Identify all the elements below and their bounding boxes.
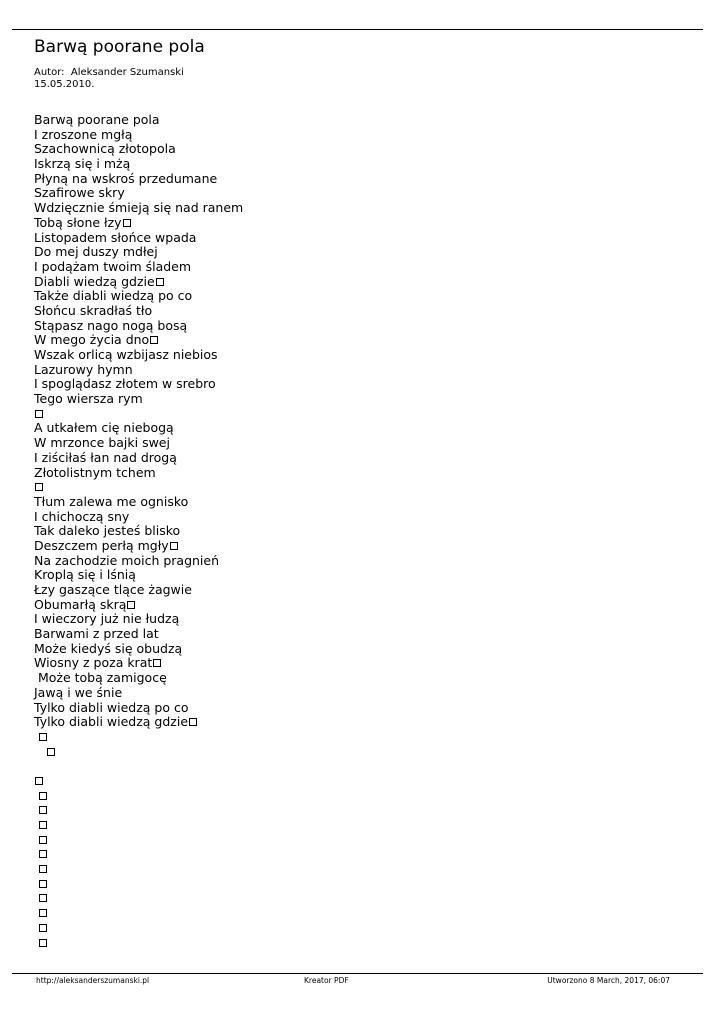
poem-line — [34, 671, 243, 686]
missing-glyph-box-icon — [47, 748, 55, 756]
poem-line-text: Tylko diabli wiedzą gdzie — [34, 714, 189, 730]
missing-glyph-box-icon — [35, 777, 43, 785]
poem-line-text — [34, 744, 46, 759]
poem-line — [34, 759, 243, 774]
poem-line-text: Łzy gaszące tlące żagwie — [34, 582, 192, 597]
poem-line — [34, 113, 243, 128]
poem-line-text: Szachownicą złotopola — [34, 141, 176, 157]
poem-line-text: Tobą słone łzy — [34, 214, 122, 230]
poem-line — [34, 480, 243, 495]
poem-line-text: Obumarłą skrą — [34, 596, 127, 612]
poem-line-text — [34, 788, 38, 803]
poem-line — [34, 612, 243, 627]
missing-glyph-box-icon — [39, 792, 47, 800]
author-line: Autor: Aleksander Szumanski — [34, 67, 184, 78]
missing-glyph-box-icon — [156, 278, 164, 286]
poem-line-text: Kroplą się i lśnią — [34, 567, 136, 583]
poem-line — [34, 568, 243, 583]
poem-line-text: Wszak orlicą wzbijasz niebios — [34, 347, 218, 362]
poem-line-text — [34, 729, 38, 744]
poem-line — [34, 921, 243, 936]
poem-line-text: Na zachodzie moich pragnień — [34, 552, 220, 568]
poem-line — [34, 730, 243, 745]
poem-line-text: Do mej duszy mdłej — [34, 244, 158, 260]
poem-line — [34, 715, 243, 730]
poem-line — [34, 142, 243, 157]
poem-line-text: Iskrzą się i mżą — [34, 156, 131, 172]
poem-line — [34, 598, 243, 613]
poem-line — [34, 466, 243, 481]
missing-glyph-box-icon — [170, 542, 178, 550]
poem-line-text: Stąpasz nago nogą bosą — [34, 317, 188, 333]
poem-line — [34, 936, 243, 951]
missing-glyph-box-icon — [150, 336, 158, 344]
poem-line — [34, 803, 243, 818]
poem-line — [34, 847, 243, 862]
poem-line-text: I chichoczą sny — [34, 508, 130, 524]
poem-line — [34, 201, 243, 216]
poem-line-text: Tego wiersza rym — [34, 391, 143, 407]
poem-line-text: W mego życia dno — [34, 332, 150, 348]
missing-glyph-box-icon — [39, 850, 47, 858]
footer-rule — [12, 973, 703, 974]
missing-glyph-box-icon — [39, 909, 47, 917]
poem-line-text: Lazurowy hymn — [34, 361, 133, 377]
missing-glyph-box-icon — [39, 733, 47, 741]
poem-line-text: Tylko diabli wiedzą po co — [34, 699, 189, 715]
poem-line-text — [34, 905, 38, 920]
poem-line — [34, 436, 243, 451]
poem-line-text: I spoglądasz złotem w srebro — [34, 376, 216, 392]
header-rule — [12, 29, 703, 30]
poem-line — [34, 348, 243, 363]
poem-line-text: Wiosny z poza krat — [34, 655, 153, 671]
poem-line — [34, 260, 243, 275]
poem-line — [34, 862, 243, 877]
poem-line-text: I ziściłaś łan nad drogą — [34, 449, 177, 465]
poem-line — [34, 789, 243, 804]
missing-glyph-box-icon — [39, 924, 47, 932]
poem-line-text — [34, 920, 38, 935]
poem-line-text — [34, 802, 38, 817]
poem-line-text: I zroszone mgłą — [34, 126, 133, 142]
poem-line — [34, 627, 243, 642]
poem-line-text — [34, 935, 38, 950]
poem-line-text: Wdzięcznie śmieją się nad ranem — [34, 200, 244, 216]
poem-line — [34, 451, 243, 466]
missing-glyph-box-icon — [39, 821, 47, 829]
missing-glyph-box-icon — [153, 659, 161, 667]
footer-generator: Kreator PDF — [304, 976, 349, 985]
poem-line — [34, 186, 243, 201]
poem-line — [34, 642, 243, 657]
poem-line — [34, 392, 243, 407]
poem-line-text — [34, 876, 38, 891]
poem-line-text: Listopadem słońce wpada — [34, 229, 197, 245]
poem-line — [34, 377, 243, 392]
poem-line — [34, 407, 243, 422]
footer-created: Utworzono 8 March, 2017, 06:07 — [547, 976, 670, 985]
poem-line — [34, 289, 243, 304]
poem-line-text: Złotolistnym tchem — [34, 464, 156, 480]
poem-line — [34, 833, 243, 848]
poem-line-text — [34, 817, 38, 832]
date-line: 15.05.2010. — [34, 79, 95, 90]
poem-line-text: Diabli wiedzą gdzie — [34, 273, 155, 289]
missing-glyph-box-icon — [35, 410, 43, 418]
poem-line-text: Może tobą zamigocę — [34, 670, 167, 686]
poem-line — [34, 774, 243, 789]
poem-line-text: Słońcu skradłaś tło — [34, 302, 153, 318]
poem-line-text: A utkałem cię niebogą — [34, 420, 174, 436]
poem-line-text: I wieczory już nie łudzą — [34, 611, 180, 627]
poem-line — [34, 656, 243, 671]
poem-body — [34, 113, 243, 950]
poem-line — [34, 333, 243, 348]
poem-line-text — [34, 890, 38, 905]
poem-line — [34, 172, 243, 187]
poem-line-text — [34, 832, 38, 847]
missing-glyph-box-icon — [123, 219, 131, 227]
missing-glyph-box-icon — [39, 880, 47, 888]
poem-line-text: Może kiedyś się obudzą — [34, 640, 183, 656]
poem-line — [34, 216, 243, 231]
document-title: Barwą poorane pola — [34, 37, 205, 57]
poem-line — [34, 510, 243, 525]
poem-line — [34, 686, 243, 701]
poem-line-text: Barwami z przed lat — [34, 626, 159, 642]
document-meta — [34, 67, 184, 91]
poem-line — [34, 231, 243, 246]
poem-line-text: Deszczem perłą mgły — [34, 537, 169, 553]
poem-line-text: Płyną na wskroś przedumane — [34, 170, 218, 186]
missing-glyph-box-icon — [35, 483, 43, 491]
poem-line — [34, 157, 243, 172]
poem-line — [34, 877, 243, 892]
poem-line-text: W mrzonce bajki swej — [34, 435, 170, 451]
poem-line-text: Jawą i we śnie — [34, 684, 123, 700]
missing-glyph-box-icon — [127, 601, 135, 609]
poem-line — [34, 583, 243, 598]
missing-glyph-box-icon — [39, 806, 47, 814]
poem-line-text: I podążam twoim śladem — [34, 258, 192, 274]
poem-line — [34, 275, 243, 290]
poem-line-text: Szafirowe skry — [34, 185, 125, 201]
poem-line — [34, 891, 243, 906]
poem-line-text: Tłum zalewa me ognisko — [34, 493, 189, 509]
missing-glyph-box-icon — [189, 718, 197, 726]
poem-line-text — [34, 861, 38, 876]
poem-line-text: Także diabli wiedzą po co — [34, 288, 193, 304]
poem-line — [34, 745, 243, 760]
missing-glyph-box-icon — [39, 836, 47, 844]
poem-line — [34, 495, 243, 510]
poem-line-text — [34, 846, 38, 861]
poem-line — [34, 128, 243, 143]
missing-glyph-box-icon — [39, 894, 47, 902]
poem-line — [34, 906, 243, 921]
poem-line-text: Barwą poorane pola — [34, 112, 160, 127]
poem-line — [34, 245, 243, 260]
poem-line — [34, 304, 243, 319]
poem-line — [34, 554, 243, 569]
poem-line — [34, 319, 243, 334]
missing-glyph-box-icon — [39, 865, 47, 873]
footer-url-link[interactable]: http://aleksanderszumanski.pl — [36, 976, 150, 985]
poem-line — [34, 818, 243, 833]
poem-line — [34, 363, 243, 378]
poem-line-text: Tak daleko jesteś blisko — [34, 523, 181, 539]
poem-line — [34, 701, 243, 716]
poem-line — [34, 539, 243, 554]
missing-glyph-box-icon — [39, 939, 47, 947]
poem-line — [34, 524, 243, 539]
poem-line — [34, 421, 243, 436]
